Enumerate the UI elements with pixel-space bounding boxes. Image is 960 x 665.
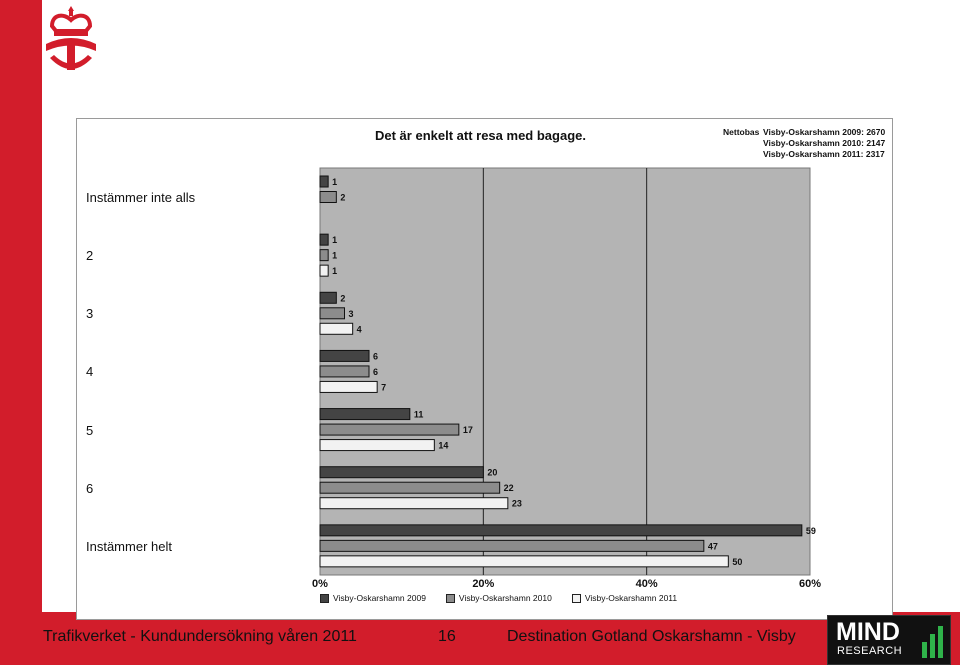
- x-tick-label: 0%: [312, 578, 328, 590]
- legend: [320, 593, 677, 603]
- bar: [320, 292, 336, 303]
- bar-value-label: 1: [332, 235, 338, 246]
- mind-logo-text: MIND: [836, 618, 900, 646]
- bar: [320, 467, 483, 478]
- mind-research-logo: [827, 615, 951, 665]
- bar-value-label: 14: [438, 440, 449, 451]
- bar-value-label: 20: [487, 467, 498, 478]
- category-label: Instämmer inte alls: [86, 190, 196, 205]
- bar: [320, 381, 377, 392]
- bar: [320, 323, 353, 334]
- footer-right-text: Destination Gotland Oskarshamn - Visby: [507, 628, 796, 645]
- category-label: 3: [86, 306, 94, 322]
- bar: [320, 525, 802, 536]
- bar: [320, 440, 434, 451]
- legend-label-2011: Visby-Oskarshamn 2011: [584, 593, 678, 603]
- bar-graph-icon: [922, 624, 944, 658]
- bar: [320, 265, 328, 276]
- bar-value-label: 6: [373, 351, 379, 362]
- category-label: 5: [86, 422, 94, 438]
- nettobas-line-2009: Visby-Oskarshamn 2009: 2670: [763, 127, 886, 137]
- x-tick-label: 20%: [472, 578, 495, 590]
- legend-label-2009: Visby-Oskarshamn 2009: [333, 593, 426, 603]
- category-label: Instämmer helt: [86, 538, 172, 554]
- legend-item-2009: [320, 593, 426, 603]
- bar: [320, 308, 345, 319]
- category-label: 2: [86, 248, 94, 264]
- bar-value-label: 11: [413, 409, 424, 420]
- bar: [320, 409, 410, 420]
- bar: [320, 192, 336, 203]
- chart-title: Det är enkelt att resa med bagage.: [375, 128, 586, 143]
- legend-swatch-2009: [320, 594, 329, 603]
- plot-area: [320, 168, 810, 575]
- bar: [320, 424, 459, 435]
- bar-value-label: 47: [707, 541, 718, 552]
- bar: [320, 176, 328, 187]
- bar-value-label: 2: [340, 293, 346, 304]
- bar-value-label: 1: [332, 177, 338, 187]
- legend-label-2010: Visby-Oskarshamn 2010: [458, 593, 552, 603]
- category-label: 6: [86, 480, 94, 496]
- page-number: 16: [438, 628, 456, 645]
- bar-value-label: 23: [511, 498, 522, 509]
- legend-swatch-2011: [572, 594, 581, 603]
- legend-swatch-2010: [446, 594, 455, 603]
- category-label: 4: [86, 364, 94, 380]
- x-tick-label: 60%: [798, 578, 822, 590]
- bar-value-label: 22: [503, 483, 514, 494]
- bar-value-label: 1: [332, 266, 338, 277]
- bar: [320, 350, 369, 361]
- bar: [320, 498, 508, 509]
- footer-left-text: Trafikverket - Kundundersökning våren 2011: [43, 628, 357, 645]
- bar-value-label: 4: [356, 324, 362, 335]
- bar-value-label: 2: [340, 192, 346, 203]
- nettobas-line-2011: Visby-Oskarshamn 2011: 2317: [763, 149, 885, 159]
- bar-value-label: 3: [348, 308, 354, 319]
- bar: [320, 234, 328, 245]
- mind-logo-subtext: RESEARCH: [837, 645, 903, 657]
- legend-item-2011: [572, 593, 677, 603]
- bar: [320, 540, 704, 551]
- x-tick-label: 40%: [635, 578, 658, 590]
- bar-value-label: 17: [462, 425, 473, 436]
- bar-value-label: 7: [381, 382, 387, 393]
- bar-value-label: 59: [805, 525, 816, 536]
- bar: [320, 366, 369, 377]
- bar: [320, 556, 728, 567]
- nettobas-label: Nettobas: [723, 127, 760, 137]
- bar-value-label: 6: [373, 366, 379, 377]
- bar-value-label: 50: [732, 556, 743, 567]
- bar: [320, 250, 328, 261]
- bar: [320, 482, 500, 493]
- bar-value-label: 1: [332, 250, 338, 261]
- nettobas-line-2010: Visby-Oskarshamn 2010: 2147: [763, 138, 886, 148]
- legend-item-2010: [446, 593, 552, 603]
